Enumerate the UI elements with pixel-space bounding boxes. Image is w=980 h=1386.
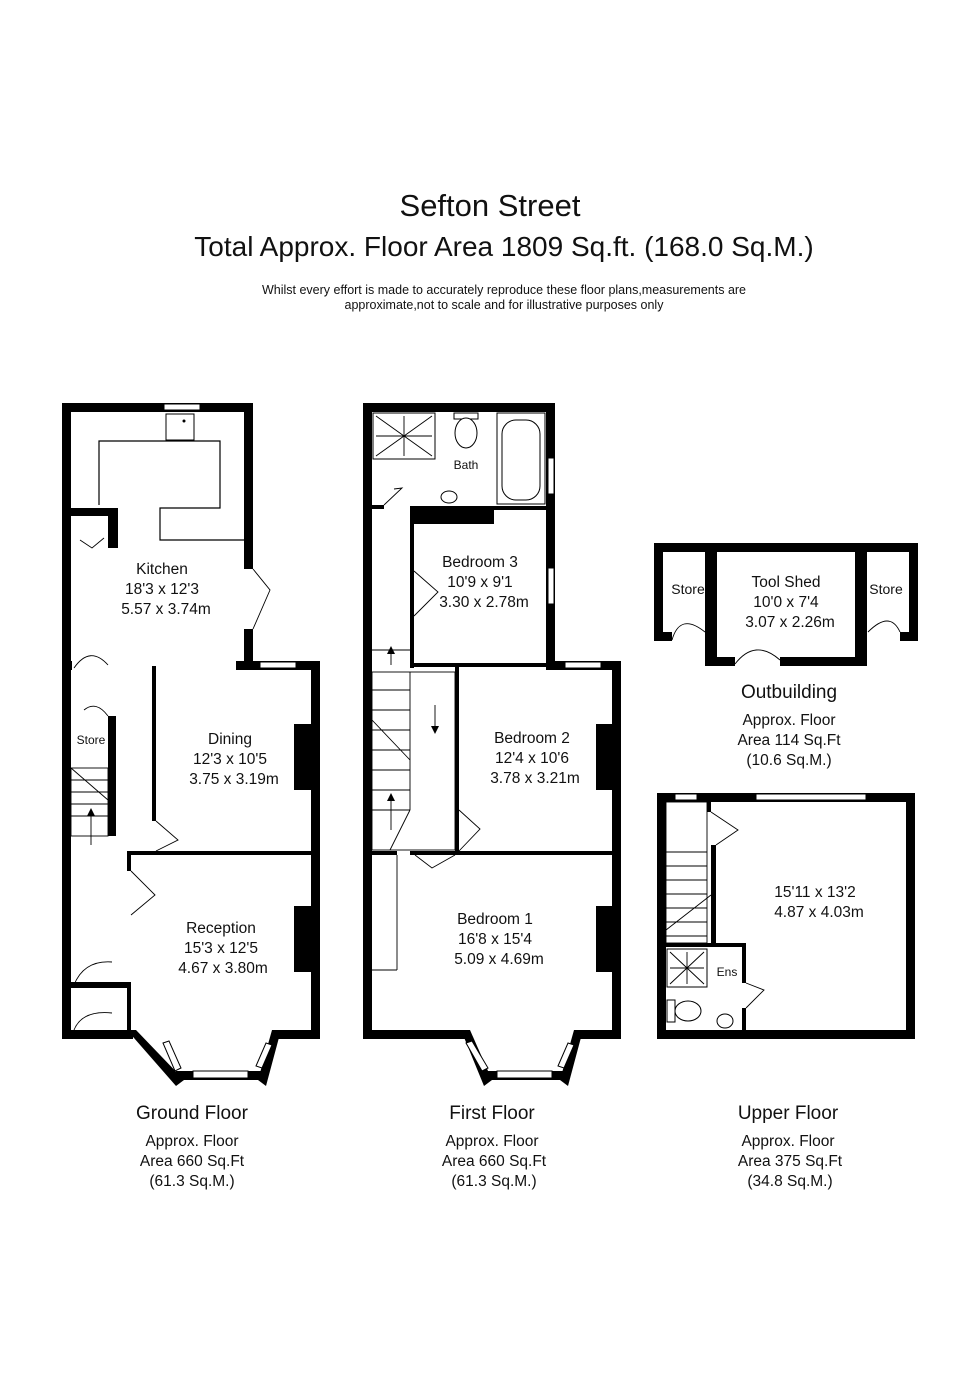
first-floor-plan — [363, 403, 621, 1190]
reception-imperial: 15'3 x 12'5 — [183, 940, 259, 957]
upper-main-metric: 4.87 x 4.03m — [774, 904, 864, 921]
ground-floor-area-3: (61.3 Sq.M.) — [149, 1173, 235, 1190]
bedroom3-metric: 3.30 x 2.78m — [439, 594, 529, 611]
upper-floor-title: Upper Floor — [737, 1103, 839, 1124]
total-floor-area: Total Approx. Floor Area 1809 Sq.ft. (168.0 Sq.M.) — [194, 231, 814, 262]
dining-metric: 3.75 x 3.19m — [189, 771, 279, 788]
bedroom3-imperial: 10'9 x 9'1 — [447, 574, 513, 591]
ground-floor-title: Ground Floor — [136, 1103, 248, 1124]
bedroom2-imperial: 12'4 x 10'6 — [494, 750, 570, 767]
dining-imperial: 12'3 x 10'5 — [192, 751, 268, 768]
outbuilding-area-2: Area 114 Sq.Ft — [737, 732, 841, 749]
bedroom1-imperial: 16'8 x 15'4 — [457, 931, 533, 948]
outbuilding-store-right: Store — [869, 581, 903, 597]
first-floor-area-3: (61.3 Sq.M.) — [451, 1173, 537, 1190]
outbuilding-area-3: (10.6 Sq.M.) — [746, 752, 832, 769]
outbuilding-area-1: Approx. Floor — [742, 712, 836, 729]
ground-floor-area-2: Area 660 Sq.Ft — [139, 1153, 245, 1170]
upper-floor-plan — [657, 793, 915, 1190]
ground-floor-plan — [62, 403, 320, 1190]
first-floor-title: First Floor — [449, 1103, 535, 1124]
dining-name: Dining — [208, 731, 252, 748]
bedroom1-name: Bedroom 1 — [457, 911, 533, 928]
outbuilding-title: Outbuilding — [740, 682, 838, 703]
upper-floor-area-2: Area 375 Sq.Ft — [737, 1153, 843, 1170]
ensuite-name: Ens — [716, 965, 738, 979]
upper-floor-area-1: Approx. Floor — [741, 1133, 835, 1150]
outbuilding-plan — [654, 543, 918, 769]
store-name: Store — [76, 733, 106, 747]
bedroom3-name: Bedroom 3 — [442, 554, 518, 571]
ground-floor-area-1: Approx. Floor — [145, 1133, 239, 1150]
bedroom1-metric: 5.09 x 4.69m — [454, 951, 544, 968]
bedroom2-metric: 3.78 x 3.21m — [490, 770, 580, 787]
outbuilding-store-left: Store — [671, 581, 705, 597]
kitchen-metric: 5.57 x 3.74m — [121, 601, 211, 618]
tool-shed-name: Tool Shed — [751, 574, 821, 591]
kitchen-imperial: 18'3 x 12'3 — [124, 581, 200, 598]
disclaimer-line-2: approximate,not to scale and for illustrative purposes only — [344, 298, 664, 312]
bath-name: Bath — [453, 458, 479, 472]
page-title: Sefton Street — [399, 188, 581, 223]
upper-main-imperial: 15'11 x 13'2 — [774, 884, 856, 901]
disclaimer-line-1: Whilst every effort is made to accurately reproduce these floor plans,measurements are — [261, 283, 747, 297]
kitchen-name: Kitchen — [136, 561, 188, 578]
tool-shed-imperial: 10'0 x 7'4 — [753, 594, 819, 611]
first-floor-area-1: Approx. Floor — [445, 1133, 539, 1150]
reception-name: Reception — [186, 920, 256, 937]
tool-shed-metric: 3.07 x 2.26m — [745, 614, 835, 631]
first-floor-area-2: Area 660 Sq.Ft — [441, 1153, 547, 1170]
reception-metric: 4.67 x 3.80m — [178, 960, 268, 977]
upper-floor-area-3: (34.8 Sq.M.) — [747, 1173, 833, 1190]
bedroom2-name: Bedroom 2 — [494, 730, 570, 747]
